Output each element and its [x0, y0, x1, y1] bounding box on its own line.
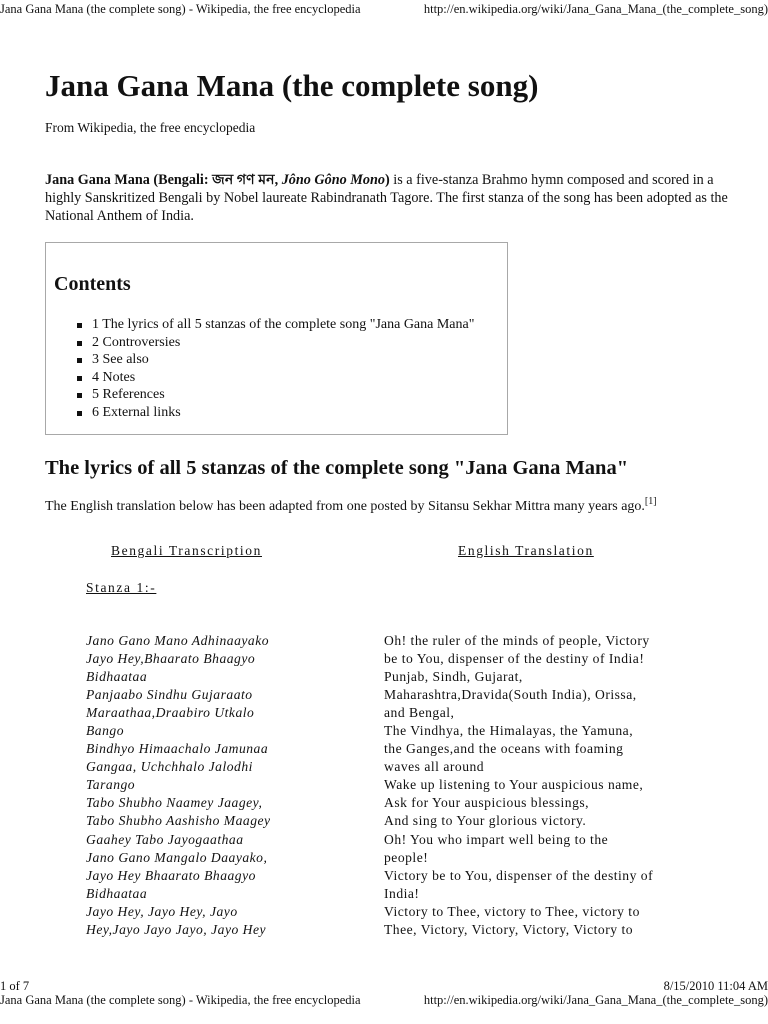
english-line: the Ganges,and the oceans with foaming [384, 741, 624, 757]
intro-paragraph [45, 171, 735, 225]
bengali-line: Tabo Shubho Naamey Jaagey, [86, 795, 263, 811]
bengali-line: Bango [86, 723, 124, 739]
english-line: Punjab, Sindh, Gujarat, [384, 669, 523, 685]
site-subtitle: From Wikipedia, the free encyclopedia [45, 120, 256, 135]
english-line: be to You, dispenser of the destiny of India! [384, 651, 645, 667]
bengali-line: Panjaabo Sindhu Gujaraato [86, 687, 253, 703]
english-line: Ask for Your auspicious blessings, [384, 795, 590, 811]
bengali-column-heading: Bengali Transcription [111, 543, 262, 558]
intro-comma: , [274, 172, 282, 188]
section-heading: The lyrics of all 5 stanzas of the complete song "Jana Gana Mana" [45, 457, 629, 479]
toc-item-notes[interactable]: 4 Notes [84, 369, 474, 387]
toc-title: Contents [54, 273, 131, 295]
bengali-line: Bidhaataa [86, 669, 148, 685]
toc-item-references[interactable]: 5 References [84, 386, 474, 404]
english-line: waves all around [384, 759, 485, 775]
intro-text: is a five-stanza Brahmo hymn composed and scored in a highly Sanskritized Bengali by Nobel laureate Rabindranath Tagore. The first stanza of the song has been adopted as the National Anthem of India. [45, 172, 728, 224]
toc-item-lyrics[interactable]: 1 The lyrics of all 5 stanzas of the complete song "Jana Gana Mana" [84, 316, 474, 334]
table-of-contents [45, 242, 508, 435]
english-line: Victory be to You, dispenser of the destiny of [384, 867, 654, 883]
bengali-line: Tarango [86, 777, 136, 793]
intro-transliteration: Jôno Gôno Mono [281, 172, 385, 188]
bengali-line: Gaahey Tabo Jayogaathaa [86, 831, 244, 847]
page-title: Jana Gana Mana (the complete song) [45, 68, 539, 103]
english-line: people! [384, 849, 429, 865]
stanza-label: Stanza 1:- [86, 580, 157, 595]
print-footer-title: Jana Gana Mana (the complete song) - Wikipedia, the free encyclopedia [0, 993, 361, 1007]
bengali-line: Gangaa, Uchchhalo Jalodhi [86, 759, 253, 775]
print-datetime: 8/15/2010 11:04 AM [663, 979, 768, 993]
english-column-heading: English Translation [458, 543, 594, 558]
english-line: Thee, Victory, Victory, Victory, Victory to [384, 921, 634, 937]
toc-list [84, 316, 474, 422]
bengali-transcription [86, 632, 271, 939]
english-line: Wake up listening to Your auspicious name, [384, 777, 644, 793]
toc-item-external-links[interactable]: 6 External links [84, 404, 474, 422]
english-line: Victory to Thee, victory to Thee, victory to [384, 903, 640, 919]
english-line: The Vindhya, the Himalayas, the Yamuna, [384, 723, 634, 739]
bengali-line: Jayo Hey, Jayo Hey, Jayo [86, 903, 238, 919]
print-header-title: Jana Gana Mana (the complete song) - Wikipedia, the free encyclopedia [0, 2, 361, 16]
bengali-line: Hey,Jayo Jayo Jayo, Jayo Hey [86, 921, 267, 937]
bengali-line: Tabo Shubho Aashisho Maagey [86, 813, 271, 829]
section-lead-text: The English translation below has been adapted from one posted by Sitansu Sekhar Mittra many years ago. [45, 499, 645, 514]
toc-item-controversies[interactable]: 2 Controversies [84, 334, 474, 352]
page-number: 1 of 7 [0, 979, 30, 993]
print-footer-url[interactable]: http://en.wikipedia.org/wiki/Jana_Gana_Mana_(the_complete_song) [423, 993, 768, 1007]
english-line: India! [384, 885, 420, 901]
bengali-line: Jano Gano Mano Adhinaayako [86, 633, 270, 648]
bengali-line: Jayo Hey Bhaarato Bhaagyo [86, 867, 256, 883]
bengali-line: Jayo Hey,Bhaarato Bhaagyo [86, 651, 256, 667]
english-translation [384, 632, 653, 939]
reference-link[interactable]: [1] [644, 496, 657, 507]
bengali-line: Maraathaa,Draabiro Utkalo [86, 705, 255, 721]
intro-bengali-script: জন গণ মন [212, 172, 275, 188]
intro-bold-lead: Jana Gana Mana (Bengali: [45, 172, 213, 188]
toc-item-see-also[interactable]: 3 See also [84, 351, 474, 369]
bengali-line: Jano Gano Mangalo Daayako, [86, 849, 268, 865]
bengali-line: Bidhaataa [86, 885, 148, 901]
english-line: and Bengal, [384, 705, 455, 721]
english-line: And sing to Your glorious victory. [384, 813, 587, 829]
english-line: Maharashtra,Dravida(South India), Orissa, [384, 687, 637, 703]
intro-bold-close: ) [385, 172, 390, 188]
section-lead [45, 498, 657, 516]
english-line: Oh! You who impart well being to the [384, 831, 609, 847]
english-line: Oh! the ruler of the minds of people, Victory [384, 633, 650, 648]
print-header-url[interactable]: http://en.wikipedia.org/wiki/Jana_Gana_Mana_(the_complete_song) [423, 2, 768, 16]
bengali-line: Bindhyo Himaachalo Jamunaa [86, 741, 269, 757]
